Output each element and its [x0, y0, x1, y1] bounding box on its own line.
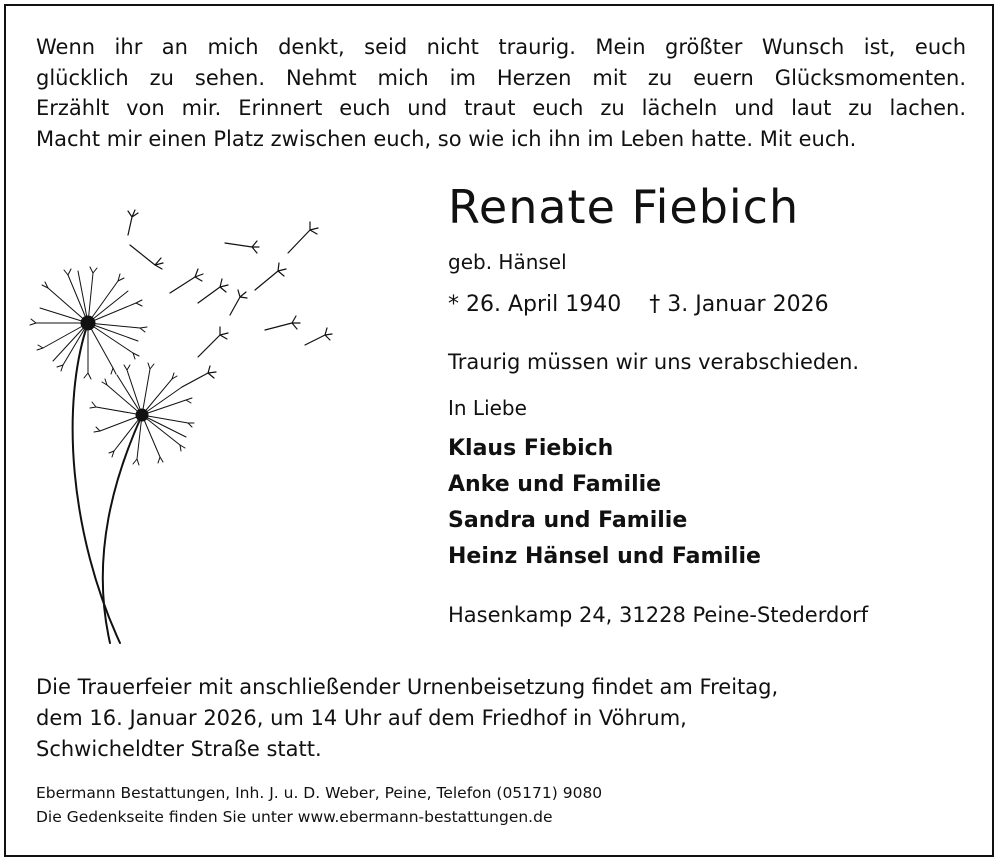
life-dates — [448, 292, 829, 317]
ceremony-info — [36, 672, 778, 765]
death-date: † 3. Januar 2026 — [649, 292, 829, 317]
mourner-name: Anke und Familie — [448, 472, 662, 497]
deceased-name: Renate Fiebich — [448, 180, 800, 234]
poem-line: Wenn ihr an mich denkt, seid nicht traurig. Mein größter Wunsch ist, euch — [36, 35, 966, 59]
undertaker-info: Ebermann Bestattungen, Inh. J. u. D. Weber, Peine, Telefon (05171) 9080 — [36, 784, 603, 802]
dandelion-illustration-icon — [20, 205, 350, 645]
poem-line: Macht mir einen Platz zwischen euch, so wie ich ihn im Leben hatte. Mit euch. — [36, 126, 857, 151]
birth-name: geb. Hänsel — [448, 250, 567, 274]
poem-line: Erzählt von mir. Erinnert euch und traut euch zu lächeln und laut zu lachen. — [36, 96, 966, 120]
memorial-page-info: Die Gedenkseite finden Sie unter www.ebermann-bestattungen.de — [36, 808, 553, 826]
poem — [36, 32, 966, 154]
ceremony-line: dem 16. Januar 2026, um 14 Uhr auf dem Friedhof in Vöhrum, — [36, 706, 687, 730]
ceremony-line: Schwicheldter Straße statt. — [36, 737, 322, 761]
mourner-name: Sandra und Familie — [448, 508, 688, 533]
mourner-name: Klaus Fiebich — [448, 436, 614, 461]
poem-line: glücklich zu sehen. Nehmt mich im Herzen mit zu euern Glücksmomenten. — [36, 65, 966, 90]
footer — [36, 781, 602, 829]
birth-date: * 26. April 1940 — [448, 292, 622, 317]
farewell-text: Traurig müssen wir uns verabschieden. — [448, 350, 860, 374]
in-love-text: In Liebe — [448, 396, 527, 420]
ceremony-line: Die Trauerfeier mit anschließender Urnenbeisetzung findet am Freitag, — [36, 675, 779, 699]
mourning-address: Hasenkamp 24, 31228 Peine-Stederdorf — [448, 603, 869, 627]
mourner-name: Heinz Hänsel und Familie — [448, 544, 761, 569]
